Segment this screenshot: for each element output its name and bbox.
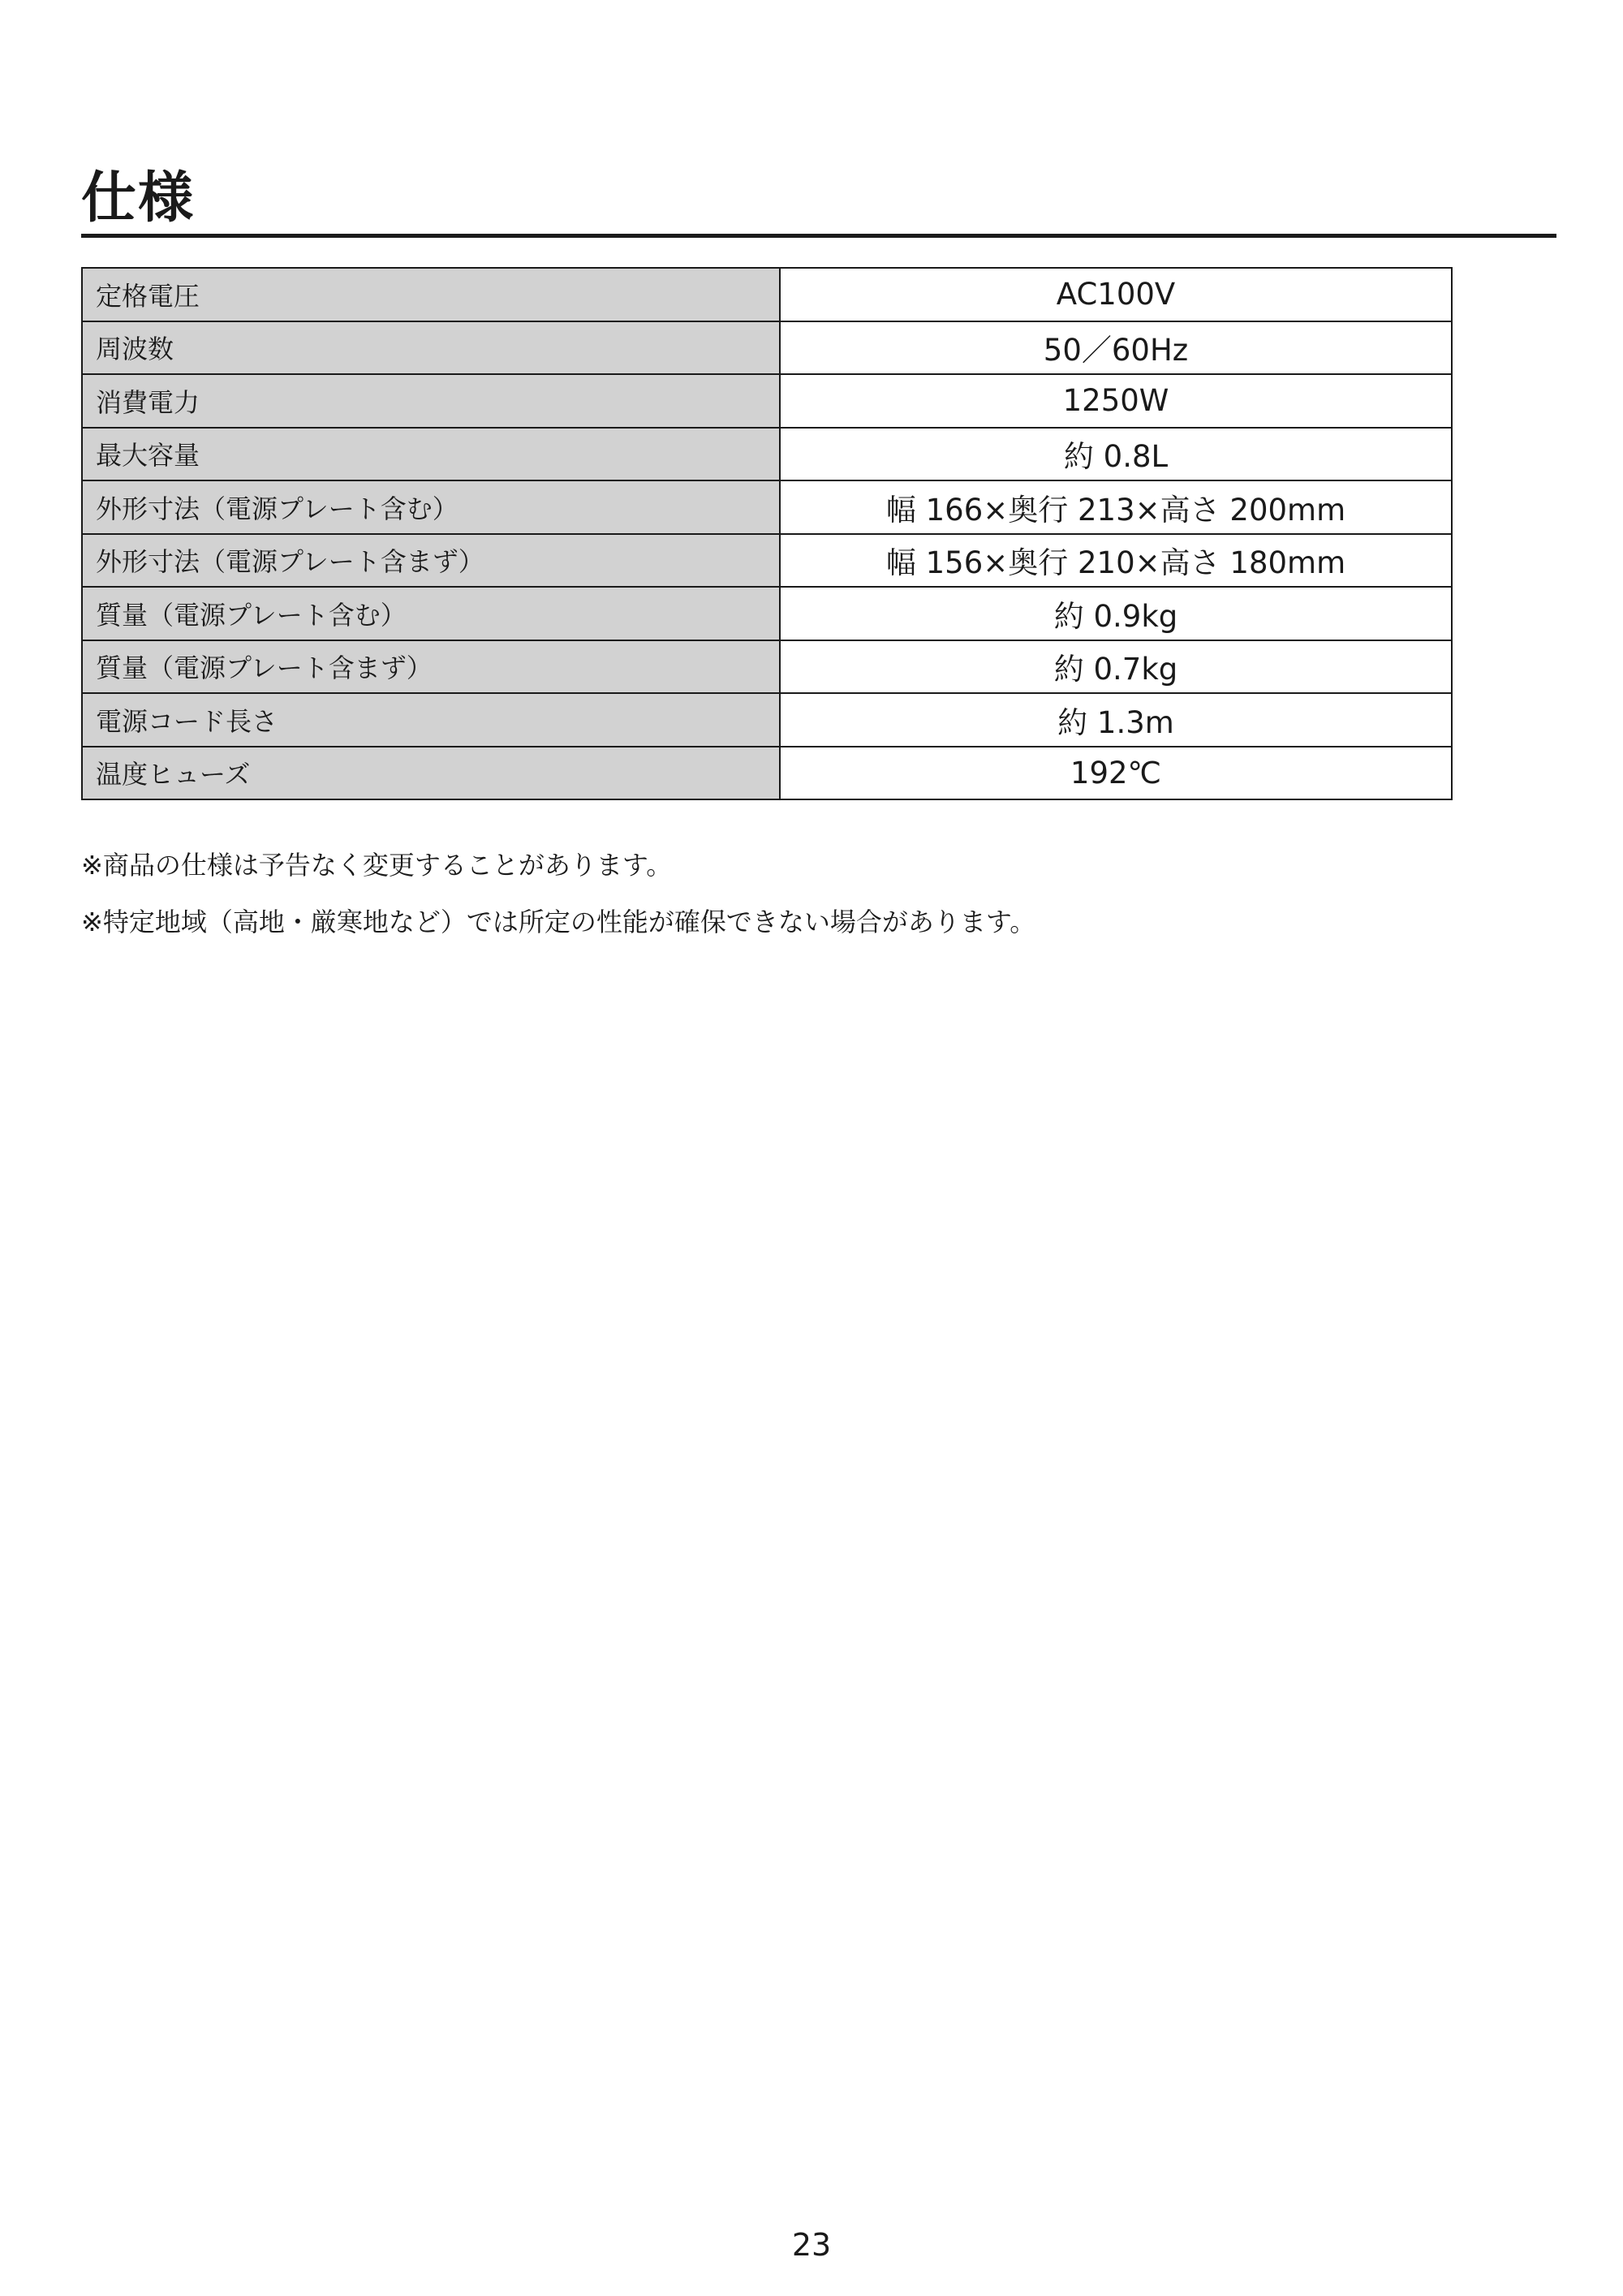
table-row	[82, 534, 1452, 588]
table-row	[82, 480, 1452, 534]
footnote-spec-change: ※商品の仕様は予告なく変更することがあります。	[81, 850, 673, 881]
spec-label: 定格電圧	[82, 268, 780, 321]
spec-label: 周波数	[82, 321, 780, 375]
table-row	[82, 321, 1452, 375]
spec-value: 幅 156×奥行 210×高さ 180mm	[780, 534, 1452, 588]
spec-value: 約 0.9kg	[780, 587, 1452, 640]
table-row	[82, 693, 1452, 747]
table-row	[82, 587, 1452, 640]
spec-value: 約 0.8L	[780, 428, 1452, 481]
spec-label: 外形寸法（電源プレート含まず）	[82, 534, 780, 588]
table-row	[82, 428, 1452, 481]
spec-table	[81, 267, 1453, 800]
spec-value: 192℃	[780, 747, 1452, 800]
spec-label: 温度ヒューズ	[82, 747, 780, 800]
title-underline	[81, 234, 1556, 238]
table-row	[82, 374, 1452, 428]
spec-label: 質量（電源プレート含む）	[82, 587, 780, 640]
spec-label: 外形寸法（電源プレート含む）	[82, 480, 780, 534]
spec-value: 約 1.3m	[780, 693, 1452, 747]
spec-value: 約 0.7kg	[780, 640, 1452, 694]
spec-label: 質量（電源プレート含まず）	[82, 640, 780, 694]
table-row	[82, 640, 1452, 694]
spec-value: AC100V	[780, 268, 1452, 321]
page-number: 23	[791, 2227, 832, 2263]
spec-value: 幅 166×奥行 213×高さ 200mm	[780, 480, 1452, 534]
spec-value: 1250W	[780, 374, 1452, 428]
page-title: 仕様	[81, 166, 196, 230]
spec-value: 50／60Hz	[780, 321, 1452, 375]
spec-label: 最大容量	[82, 428, 780, 481]
table-row	[82, 268, 1452, 321]
spec-label: 消費電力	[82, 374, 780, 428]
table-row	[82, 747, 1452, 800]
spec-label: 電源コード長さ	[82, 693, 780, 747]
footnote-regional-performance: ※特定地域（高地・厳寒地など）では所定の性能が確保できない場合があります。	[81, 907, 1036, 937]
